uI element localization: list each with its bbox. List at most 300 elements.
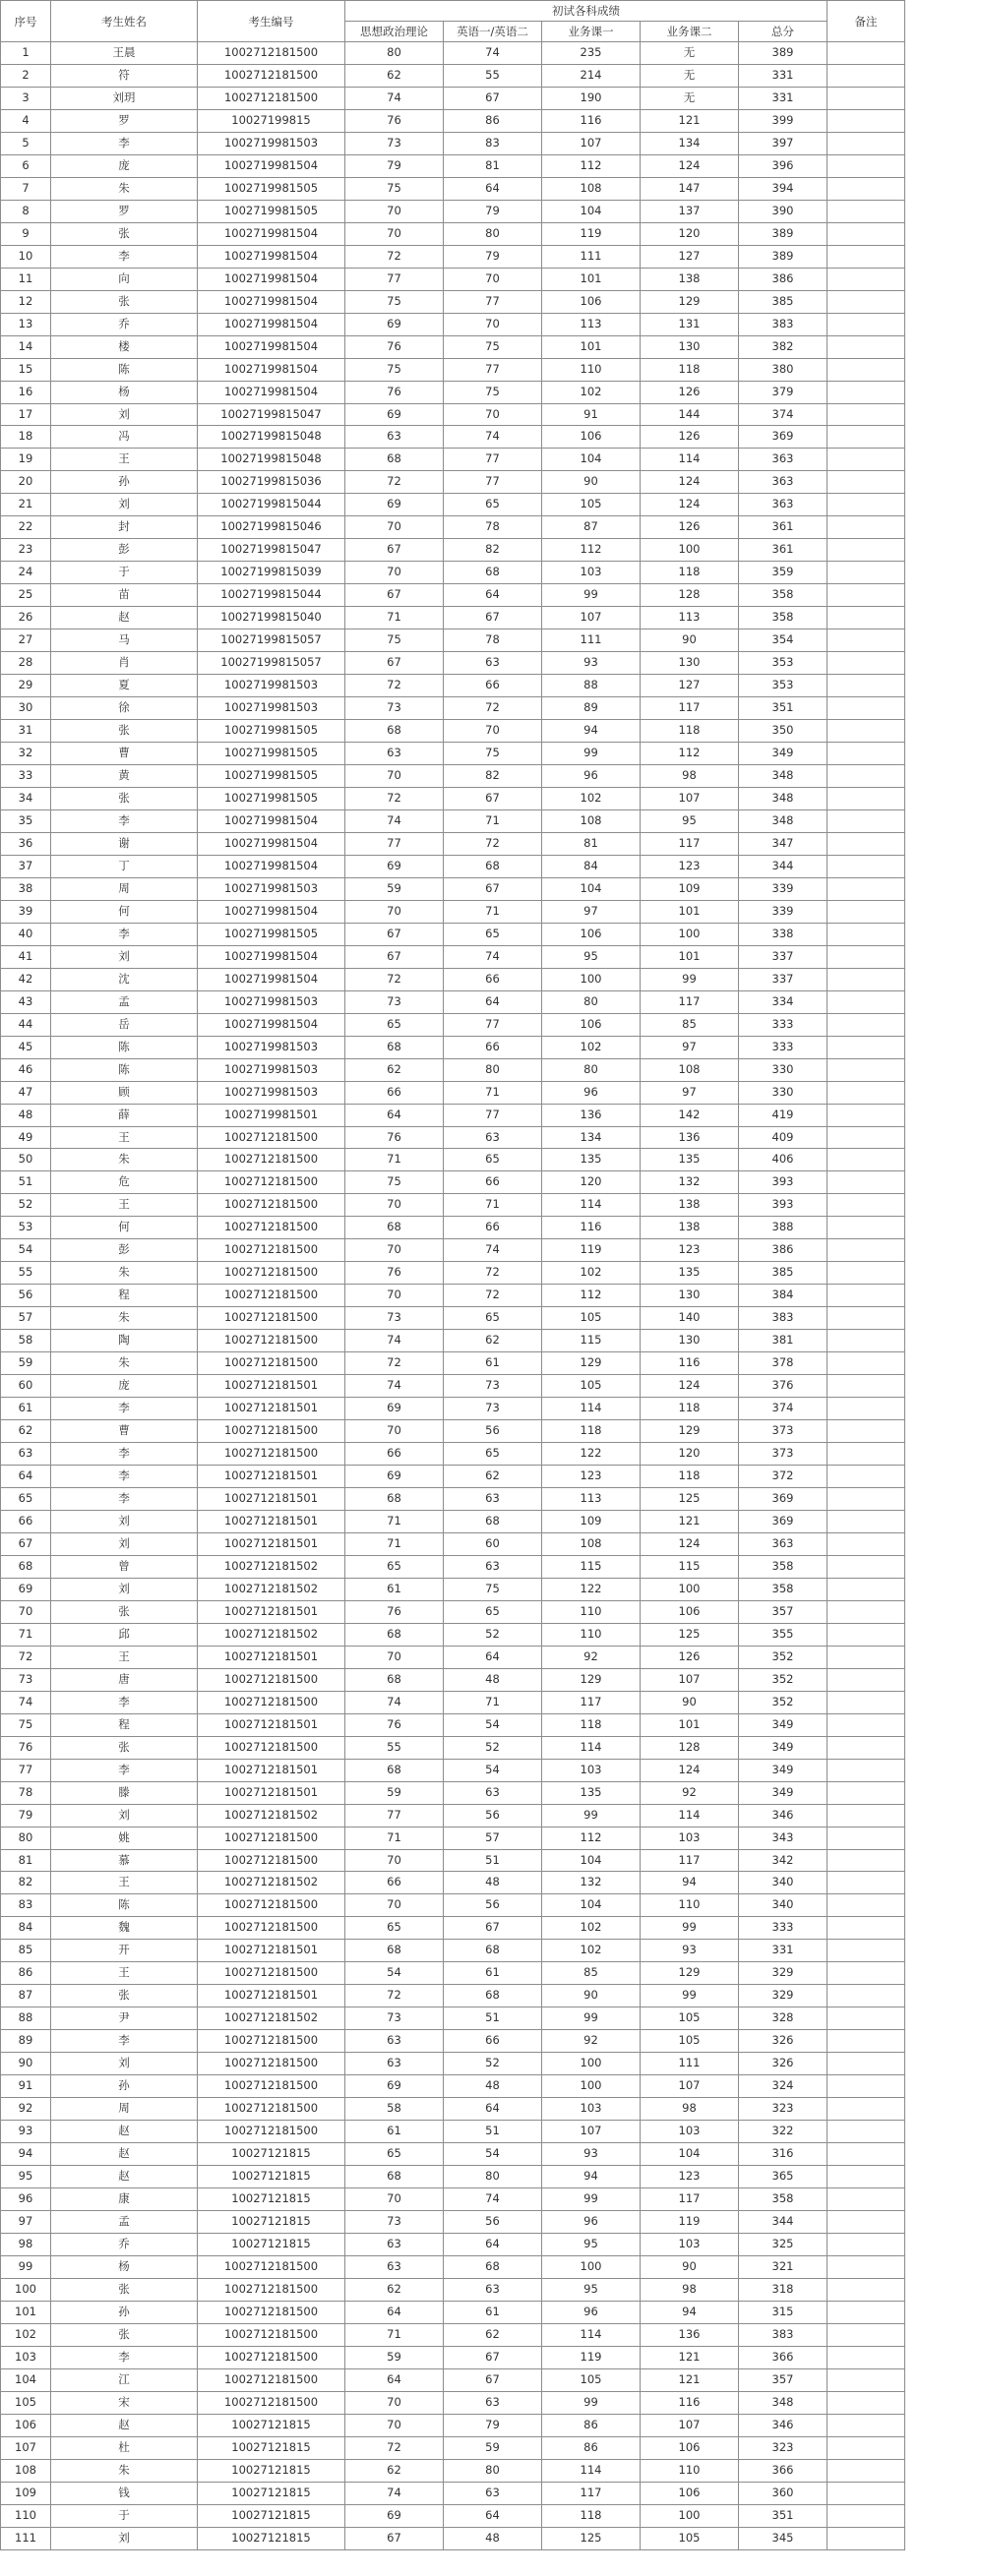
politics-cell: 55	[345, 1736, 444, 1759]
politics-cell: 69	[345, 403, 444, 426]
course1-cell: 114	[542, 1194, 641, 1217]
seq-cell: 90	[1, 2053, 51, 2075]
course1-cell: 113	[542, 313, 641, 335]
table-row	[1, 1623, 905, 1646]
politics-cell: 69	[345, 2504, 444, 2527]
name-cell: 赵	[51, 607, 198, 629]
total-cell: 394	[739, 177, 828, 200]
politics-cell: 77	[345, 268, 444, 290]
name-cell: 夏	[51, 675, 198, 697]
course1-cell: 112	[542, 539, 641, 562]
id-cell: 1002719981504	[198, 335, 345, 358]
note-cell	[828, 1759, 905, 1781]
course1-cell: 120	[542, 1171, 641, 1194]
name-cell: 李	[51, 1691, 198, 1713]
seq-cell: 42	[1, 968, 51, 990]
course1-cell: 102	[542, 787, 641, 809]
english-cell: 66	[444, 2030, 542, 2053]
seq-cell: 7	[1, 177, 51, 200]
note-cell	[828, 2098, 905, 2121]
total-cell: 331	[739, 64, 828, 87]
name-cell: 魏	[51, 1917, 198, 1940]
politics-cell: 69	[345, 1398, 444, 1420]
seq-cell: 99	[1, 2255, 51, 2278]
note-cell	[828, 1849, 905, 1872]
course1-cell: 117	[542, 2482, 641, 2504]
english-cell: 77	[444, 471, 542, 494]
seq-cell: 80	[1, 1827, 51, 1849]
english-cell: 77	[444, 358, 542, 381]
name-cell: 顾	[51, 1081, 198, 1104]
total-cell: 333	[739, 1013, 828, 1036]
course2-cell: 105	[641, 2007, 739, 2030]
note-cell	[828, 2233, 905, 2255]
name-cell: 孙	[51, 2075, 198, 2098]
table-row	[1, 2278, 905, 2301]
politics-cell: 72	[345, 675, 444, 697]
id-cell: 10027121815	[198, 2527, 345, 2549]
total-cell: 386	[739, 268, 828, 290]
id-cell: 1002719981504	[198, 832, 345, 855]
id-cell: 10027199815057	[198, 652, 345, 675]
id-cell: 1002712181500	[198, 2323, 345, 2346]
course2-cell: 130	[641, 1285, 739, 1307]
english-cell: 72	[444, 1285, 542, 1307]
total-cell: 340	[739, 1894, 828, 1917]
total-cell: 383	[739, 2323, 828, 2346]
english-cell: 65	[444, 494, 542, 516]
seq-cell: 111	[1, 2527, 51, 2549]
seq-cell: 32	[1, 743, 51, 765]
politics-cell: 71	[345, 1532, 444, 1555]
id-cell: 10027199815048	[198, 449, 345, 471]
header-note: 备注	[828, 1, 905, 42]
course2-cell: 107	[641, 2075, 739, 2098]
note-cell	[828, 990, 905, 1013]
course1-cell: 102	[542, 1036, 641, 1058]
name-cell: 开	[51, 1940, 198, 1962]
note-cell	[828, 1713, 905, 1736]
id-cell: 10027199815036	[198, 471, 345, 494]
table-row	[1, 1262, 905, 1285]
table-row	[1, 358, 905, 381]
table-row	[1, 1759, 905, 1781]
note-cell	[828, 1691, 905, 1713]
table-row	[1, 900, 905, 923]
table-row	[1, 1668, 905, 1691]
politics-cell: 69	[345, 2075, 444, 2098]
id-cell: 10027199815047	[198, 539, 345, 562]
total-cell: 326	[739, 2053, 828, 2075]
course1-cell: 117	[542, 1691, 641, 1713]
table-row	[1, 2007, 905, 2030]
header-course2: 业务课二	[641, 22, 739, 42]
name-cell: 孙	[51, 471, 198, 494]
politics-cell: 77	[345, 1804, 444, 1827]
politics-cell: 70	[345, 900, 444, 923]
politics-cell: 76	[345, 1713, 444, 1736]
course1-cell: 107	[542, 132, 641, 154]
name-cell: 姚	[51, 1827, 198, 1849]
course1-cell: 122	[542, 1578, 641, 1600]
note-cell	[828, 2504, 905, 2527]
course1-cell: 92	[542, 1646, 641, 1668]
id-cell: 1002712181500	[198, 1217, 345, 1239]
politics-cell: 63	[345, 2053, 444, 2075]
total-cell: 333	[739, 1917, 828, 1940]
id-cell: 1002719981503	[198, 1058, 345, 1081]
english-cell: 64	[444, 177, 542, 200]
name-cell: 赵	[51, 2166, 198, 2188]
politics-cell: 63	[345, 426, 444, 449]
table-row	[1, 1713, 905, 1736]
english-cell: 79	[444, 2414, 542, 2436]
table-row	[1, 2436, 905, 2459]
note-cell	[828, 426, 905, 449]
english-cell: 74	[444, 42, 542, 65]
header-total: 总分	[739, 22, 828, 42]
name-cell: 刘	[51, 2053, 198, 2075]
seq-cell: 40	[1, 923, 51, 945]
course1-cell: 132	[542, 1872, 641, 1894]
note-cell	[828, 1488, 905, 1511]
course1-cell: 86	[542, 2436, 641, 2459]
seq-cell: 62	[1, 1420, 51, 1443]
politics-cell: 70	[345, 1849, 444, 1872]
table-row	[1, 584, 905, 607]
seq-cell: 109	[1, 2482, 51, 2504]
note-cell	[828, 2278, 905, 2301]
id-cell: 1002712181500	[198, 2053, 345, 2075]
name-cell: 刘	[51, 2527, 198, 2549]
header-name: 考生姓名	[51, 1, 198, 42]
note-cell	[828, 968, 905, 990]
seq-cell: 14	[1, 335, 51, 358]
name-cell: 张	[51, 222, 198, 245]
table-row	[1, 1532, 905, 1555]
total-cell: 369	[739, 1488, 828, 1511]
name-cell: 赵	[51, 2143, 198, 2166]
id-cell: 1002712181500	[198, 1352, 345, 1375]
course1-cell: 112	[542, 154, 641, 177]
course1-cell: 114	[542, 1398, 641, 1420]
course1-cell: 87	[542, 516, 641, 539]
seq-cell: 45	[1, 1036, 51, 1058]
course2-cell: 106	[641, 2436, 739, 2459]
politics-cell: 66	[345, 1081, 444, 1104]
total-cell: 393	[739, 1171, 828, 1194]
politics-cell: 70	[345, 222, 444, 245]
name-cell: 于	[51, 2504, 198, 2527]
course2-cell: 129	[641, 1420, 739, 1443]
id-cell: 1002712181501	[198, 1985, 345, 2007]
course2-cell: 116	[641, 2391, 739, 2414]
table-row	[1, 990, 905, 1013]
name-cell: 朱	[51, 1307, 198, 1330]
id-cell: 1002712181500	[198, 1443, 345, 1466]
course1-cell: 104	[542, 1894, 641, 1917]
total-cell: 358	[739, 584, 828, 607]
course2-cell: 115	[641, 1555, 739, 1578]
id-cell: 1002712181501	[198, 1940, 345, 1962]
course1-cell: 190	[542, 87, 641, 109]
english-cell: 72	[444, 1262, 542, 1285]
english-cell: 57	[444, 1827, 542, 1849]
course1-cell: 88	[542, 675, 641, 697]
id-cell: 10027121815	[198, 2211, 345, 2234]
seq-cell: 95	[1, 2166, 51, 2188]
table-row	[1, 335, 905, 358]
seq-cell: 60	[1, 1375, 51, 1398]
english-cell: 66	[444, 968, 542, 990]
politics-cell: 68	[345, 1759, 444, 1781]
english-cell: 67	[444, 877, 542, 900]
table-row	[1, 494, 905, 516]
seq-cell: 48	[1, 1104, 51, 1126]
id-cell: 1002719981504	[198, 900, 345, 923]
english-cell: 56	[444, 2211, 542, 2234]
header-english: 英语一/英语二	[444, 22, 542, 42]
course1-cell: 96	[542, 765, 641, 788]
politics-cell: 61	[345, 2121, 444, 2143]
seq-cell: 25	[1, 584, 51, 607]
total-cell: 363	[739, 449, 828, 471]
total-cell: 334	[739, 990, 828, 1013]
course1-cell: 106	[542, 290, 641, 313]
note-cell	[828, 2391, 905, 2414]
total-cell: 365	[739, 2166, 828, 2188]
course2-cell: 124	[641, 1375, 739, 1398]
id-cell: 1002719981503	[198, 990, 345, 1013]
english-cell: 73	[444, 1398, 542, 1420]
course1-cell: 123	[542, 1466, 641, 1488]
seq-cell: 75	[1, 1713, 51, 1736]
course2-cell: 90	[641, 2255, 739, 2278]
course1-cell: 99	[542, 2007, 641, 2030]
name-cell: 王	[51, 1872, 198, 1894]
seq-cell: 41	[1, 945, 51, 968]
table-row	[1, 2075, 905, 2098]
table-row	[1, 1058, 905, 1081]
table-row	[1, 2301, 905, 2323]
course2-cell: 106	[641, 2482, 739, 2504]
course2-cell: 136	[641, 2323, 739, 2346]
id-cell: 1002719981504	[198, 245, 345, 268]
note-cell	[828, 809, 905, 832]
table-row	[1, 1307, 905, 1330]
note-cell	[828, 449, 905, 471]
note-cell	[828, 1600, 905, 1623]
politics-cell: 70	[345, 1646, 444, 1668]
politics-cell: 72	[345, 2436, 444, 2459]
english-cell: 61	[444, 1962, 542, 1985]
table-row	[1, 268, 905, 290]
seq-cell: 70	[1, 1600, 51, 1623]
english-cell: 74	[444, 945, 542, 968]
politics-cell: 66	[345, 1443, 444, 1466]
politics-cell: 75	[345, 358, 444, 381]
course2-cell: 135	[641, 1149, 739, 1171]
english-cell: 48	[444, 1668, 542, 1691]
total-cell: 346	[739, 1804, 828, 1827]
english-cell: 73	[444, 1375, 542, 1398]
english-cell: 62	[444, 2323, 542, 2346]
table-row	[1, 743, 905, 765]
politics-cell: 73	[345, 2211, 444, 2234]
note-cell	[828, 1104, 905, 1126]
politics-cell: 54	[345, 1962, 444, 1985]
total-cell: 348	[739, 809, 828, 832]
course2-cell: 101	[641, 1713, 739, 1736]
course2-cell: 125	[641, 1623, 739, 1646]
name-cell: 刘	[51, 1532, 198, 1555]
total-cell: 348	[739, 2391, 828, 2414]
politics-cell: 68	[345, 1036, 444, 1058]
table-row	[1, 2459, 905, 2482]
politics-cell: 70	[345, 200, 444, 222]
table-row	[1, 290, 905, 313]
note-cell	[828, 1398, 905, 1420]
course1-cell: 129	[542, 1352, 641, 1375]
name-cell: 康	[51, 2188, 198, 2211]
english-cell: 75	[444, 335, 542, 358]
course1-cell: 135	[542, 1781, 641, 1804]
id-cell: 1002712181502	[198, 1623, 345, 1646]
table-row	[1, 132, 905, 154]
english-cell: 64	[444, 1646, 542, 1668]
course1-cell: 108	[542, 177, 641, 200]
note-cell	[828, 1827, 905, 1849]
english-cell: 71	[444, 809, 542, 832]
course2-cell: 126	[641, 426, 739, 449]
course1-cell: 106	[542, 426, 641, 449]
course2-cell: 90	[641, 629, 739, 652]
total-cell: 385	[739, 1262, 828, 1285]
politics-cell: 76	[345, 335, 444, 358]
politics-cell: 66	[345, 1872, 444, 1894]
politics-cell: 76	[345, 109, 444, 132]
course1-cell: 113	[542, 1488, 641, 1511]
politics-cell: 76	[345, 1262, 444, 1285]
note-cell	[828, 1940, 905, 1962]
seq-cell: 44	[1, 1013, 51, 1036]
name-cell: 向	[51, 268, 198, 290]
id-cell: 10027199815039	[198, 562, 345, 584]
course1-cell: 110	[542, 1600, 641, 1623]
name-cell: 张	[51, 1985, 198, 2007]
note-cell	[828, 2459, 905, 2482]
seq-cell: 46	[1, 1058, 51, 1081]
total-cell: 351	[739, 2504, 828, 2527]
course1-cell: 100	[542, 2053, 641, 2075]
id-cell: 1002719981504	[198, 313, 345, 335]
id-cell: 10027199815044	[198, 584, 345, 607]
course2-cell: 97	[641, 1081, 739, 1104]
course2-cell: 117	[641, 2188, 739, 2211]
id-cell: 1002712181500	[198, 2255, 345, 2278]
course1-cell: 122	[542, 1443, 641, 1466]
note-cell	[828, 584, 905, 607]
total-cell: 352	[739, 1646, 828, 1668]
id-cell: 1002719981505	[198, 200, 345, 222]
total-cell: 352	[739, 1691, 828, 1713]
seq-cell: 50	[1, 1149, 51, 1171]
english-cell: 61	[444, 2301, 542, 2323]
course1-cell: 114	[542, 2323, 641, 2346]
name-cell: 李	[51, 1488, 198, 1511]
english-cell: 67	[444, 607, 542, 629]
name-cell: 乔	[51, 2233, 198, 2255]
table-row	[1, 1285, 905, 1307]
english-cell: 82	[444, 539, 542, 562]
name-cell: 曹	[51, 1420, 198, 1443]
course2-cell: 123	[641, 2166, 739, 2188]
note-cell	[828, 2030, 905, 2053]
total-cell: 389	[739, 42, 828, 65]
course2-cell: 99	[641, 1917, 739, 1940]
english-cell: 63	[444, 2482, 542, 2504]
header-seq: 序号	[1, 1, 51, 42]
course1-cell: 105	[542, 1375, 641, 1398]
course1-cell: 95	[542, 945, 641, 968]
note-cell	[828, 1307, 905, 1330]
politics-cell: 64	[345, 2368, 444, 2391]
politics-cell: 76	[345, 1600, 444, 1623]
seq-cell: 15	[1, 358, 51, 381]
table-row	[1, 1872, 905, 1894]
total-cell: 358	[739, 2188, 828, 2211]
id-cell: 1002712181501	[198, 1466, 345, 1488]
table-row	[1, 1194, 905, 1217]
name-cell: 马	[51, 629, 198, 652]
course1-cell: 235	[542, 42, 641, 65]
note-cell	[828, 1985, 905, 2007]
note-cell	[828, 132, 905, 154]
english-cell: 67	[444, 87, 542, 109]
seq-cell: 52	[1, 1194, 51, 1217]
english-cell: 64	[444, 2098, 542, 2121]
course1-cell: 89	[542, 697, 641, 720]
note-cell	[828, 1013, 905, 1036]
english-cell: 82	[444, 765, 542, 788]
politics-cell: 67	[345, 584, 444, 607]
seq-cell: 87	[1, 1985, 51, 2007]
course1-cell: 99	[542, 584, 641, 607]
english-cell: 79	[444, 200, 542, 222]
name-cell: 刘	[51, 1510, 198, 1532]
course1-cell: 104	[542, 877, 641, 900]
politics-cell: 62	[345, 64, 444, 87]
course2-cell: 108	[641, 1058, 739, 1081]
course2-cell: 134	[641, 132, 739, 154]
course2-cell: 106	[641, 1600, 739, 1623]
table-row	[1, 2482, 905, 2504]
name-cell: 罗	[51, 109, 198, 132]
total-cell: 331	[739, 87, 828, 109]
total-cell: 337	[739, 945, 828, 968]
total-cell: 329	[739, 1985, 828, 2007]
seq-cell: 55	[1, 1262, 51, 1285]
note-cell	[828, 2075, 905, 2098]
course1-cell: 110	[542, 1623, 641, 1646]
politics-cell: 65	[345, 2143, 444, 2166]
table-row	[1, 42, 905, 65]
note-cell	[828, 1510, 905, 1532]
note-cell	[828, 1443, 905, 1466]
name-cell: 庞	[51, 1375, 198, 1398]
english-cell: 62	[444, 1330, 542, 1352]
name-cell: 张	[51, 2278, 198, 2301]
